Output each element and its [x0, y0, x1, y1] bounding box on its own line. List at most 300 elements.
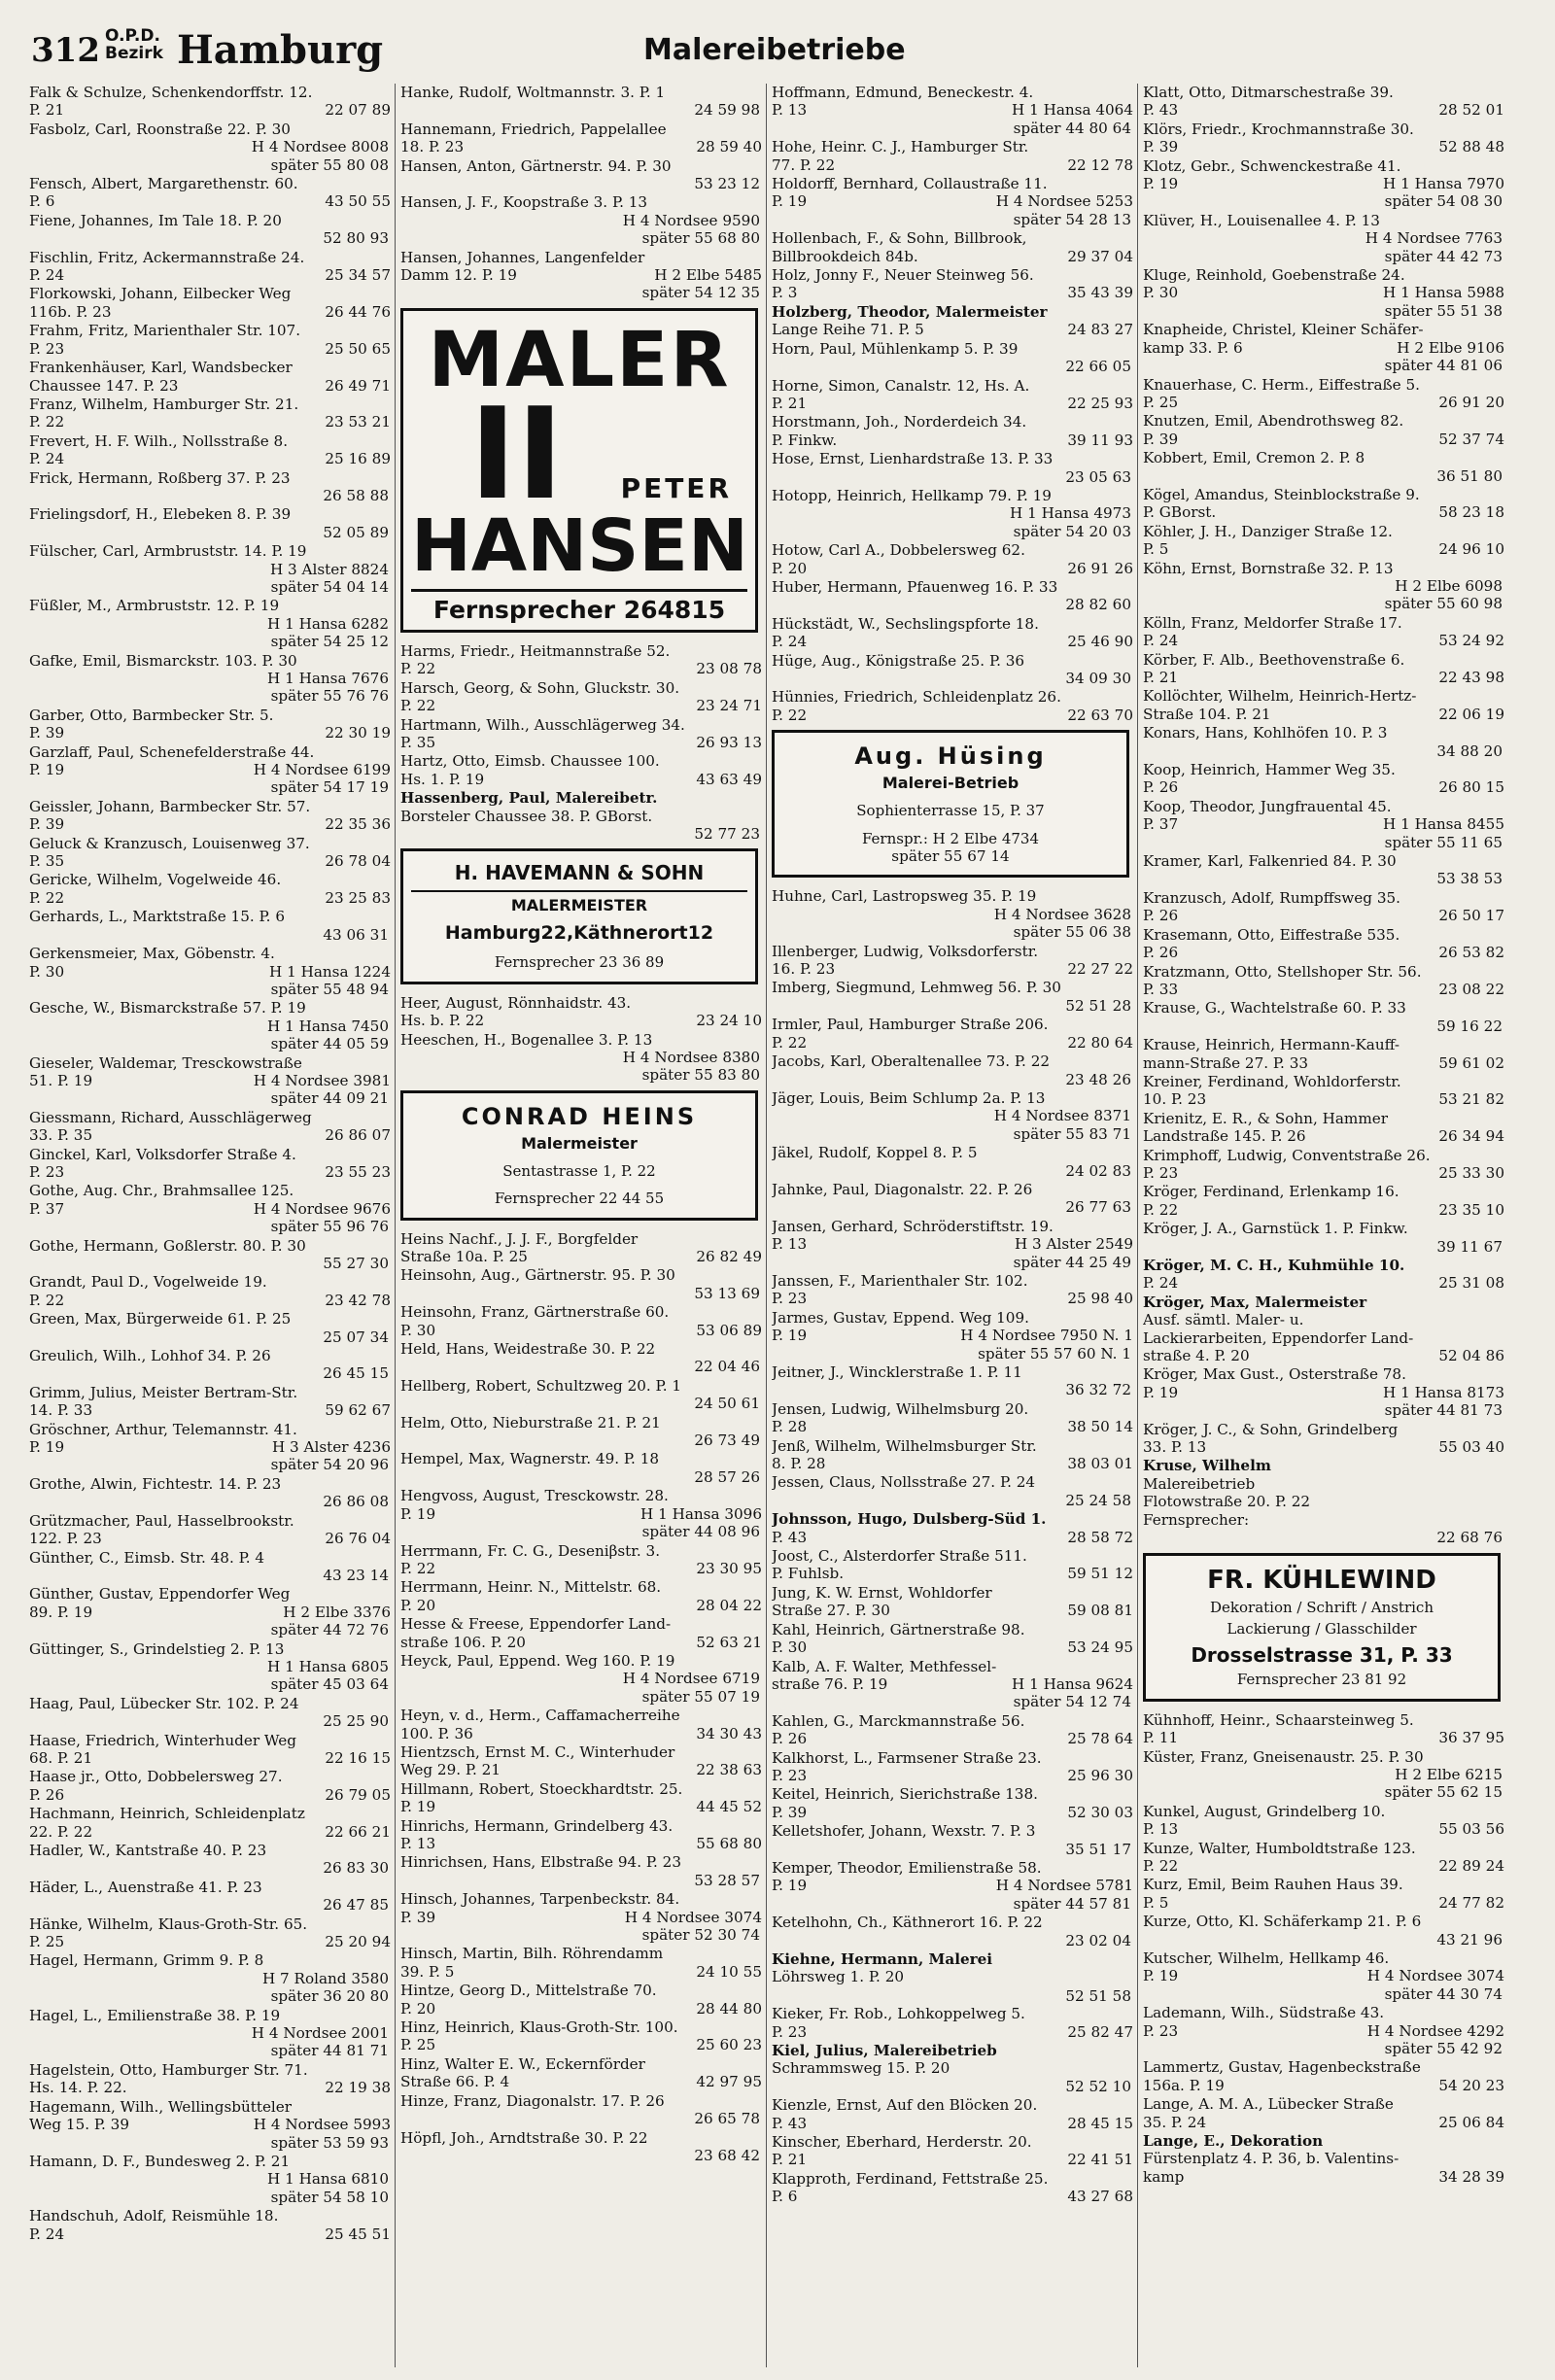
entry-text: P. 26 [772, 1730, 808, 1748]
entry-detail-line: H 7 Roland 3580 [261, 1969, 389, 1987]
directory-entry [29, 505, 391, 541]
entry-phone: 22 63 70 [1067, 706, 1133, 724]
entry-name-line: Haase jr., Otto, Dobbelersweg 27. [29, 1768, 283, 1786]
entry-name-line: Knauerhase, C. Herm., Eiffestraße 5. [1143, 375, 1420, 394]
entry-text: P. 19 [1143, 175, 1179, 193]
entry-line [1143, 944, 1504, 961]
page-header [31, 26, 1528, 73]
directory-entry [29, 1237, 391, 1273]
entry-detail-line: später 44 09 21 [270, 1089, 389, 1108]
entry-line [1143, 706, 1504, 723]
directory-entry [1143, 1748, 1504, 1802]
entry-phone: 38 03 01 [1067, 1455, 1133, 1473]
entry-text: P. Fuhlsb. [772, 1565, 845, 1583]
entry-detail-line: 52 52 10 [1065, 2077, 1131, 2095]
entry-phone: 25 46 90 [1067, 633, 1133, 651]
entry-name-line: Hohe, Heinr. C. J., Hamburger Str. [772, 138, 1029, 156]
entry-phone: 24 10 55 [696, 1962, 762, 1981]
entry-text: Landstraße 145. P. 26 [1143, 1127, 1306, 1146]
entry-line [1143, 394, 1504, 411]
entry-detail-line: 53 38 53 [1436, 870, 1503, 888]
entry-name-line: Hinrichs, Hermann, Grindelberg 43. [400, 1816, 674, 1835]
entry-phone: 26 53 82 [1438, 944, 1504, 962]
entry-name-line: Lammertz, Gustav, Hagenbeckstraße [1143, 2058, 1421, 2077]
directory-entry [1143, 1876, 1504, 1912]
directory-entry [29, 1421, 391, 1474]
entry-line [29, 1933, 391, 1950]
entry-line [1143, 907, 1504, 924]
entry-text: P. 5 [1143, 540, 1169, 559]
entry-name-line: Heinsohn, Franz, Gärtnerstraße 60. [400, 1303, 670, 1322]
entry-phone: 25 06 84 [1438, 2113, 1504, 2131]
entry-name-line: Hartmann, Wilh., Ausschlägerweg 34. [400, 715, 685, 734]
directory-entry [772, 229, 1133, 265]
entry-line [400, 1909, 762, 1926]
entry-text: P. 39 [1143, 138, 1179, 156]
entry-name-line: Hinsch, Martin, Bilh. Röhrendamm [400, 1945, 664, 1963]
entry-detail-line: später 55 96 76 [270, 1218, 389, 1236]
entry-detail-line: 25 25 90 [323, 1712, 389, 1731]
entry-text: Hs. 14. P. 22. [29, 2079, 127, 2097]
directory-entry [29, 1805, 391, 1841]
directory-entry [1143, 121, 1504, 156]
entry-detail-line: 53 28 57 [694, 1871, 760, 1889]
entry-phone: 23 08 78 [696, 660, 762, 678]
entry-detail-line: H 2 Elbe 6098 [1395, 576, 1503, 595]
entry-text: kamp [1143, 2167, 1185, 2186]
entry-line [1143, 175, 1504, 192]
entry-name-line: Hünnies, Friedrich, Schleidenplatz 26. [772, 688, 1061, 707]
entry-line [400, 266, 762, 284]
entry-phone: 23 25 83 [325, 888, 391, 907]
directory-entry [1143, 449, 1504, 485]
entry-name-line: Kahl, Heinrich, Gärtnerstraße 98. [772, 1620, 1025, 1638]
entry-name-line: Horstmann, Joh., Norderdeich 34. [772, 413, 1027, 431]
directory-entry [29, 1109, 391, 1145]
entry-name-line: Kienzle, Ernst, Auf den Blöcken 20. [772, 2096, 1038, 2115]
entry-detail-line: H 4 Nordsee 8008 [251, 138, 389, 156]
directory-entry [29, 249, 391, 285]
entry-detail-line: 23 68 42 [694, 2146, 760, 2164]
directory-entry [772, 1309, 1133, 1362]
entry-phone: 23 08 22 [1438, 980, 1504, 998]
entry-line [29, 101, 391, 119]
directory-entry [1143, 1293, 1504, 1365]
directory-entry [29, 1879, 391, 1914]
directory-entry [772, 1547, 1133, 1583]
entry-name-line: Frick, Hermann, Roßberg 37. P. 23 [29, 468, 291, 487]
entry-name-line: Ginckel, Karl, Volksdorfer Straße 4. [29, 1145, 296, 1163]
entry-text: P. 35 [29, 852, 65, 871]
directory-entry [400, 1652, 762, 1706]
entry-text: P. 21 [29, 101, 65, 120]
entry-text: P. 37 [1143, 815, 1179, 834]
directory-entry [400, 1340, 762, 1376]
entry-phone: 22 43 98 [1438, 669, 1504, 686]
entry-name-line: Horn, Paul, Mühlenkamp 5. P. 39 [772, 339, 1019, 358]
entry-phone: 24 96 10 [1438, 540, 1504, 559]
directory-entry [29, 945, 391, 998]
entry-name-line: Häder, L., Auenstraße 41. P. 23 [29, 1878, 262, 1896]
directory-entry [1143, 926, 1504, 962]
entry-line [400, 660, 762, 677]
entry-line [1143, 1164, 1504, 1182]
ad-subtitle: Malerei-Betrieb [881, 774, 1019, 793]
directory-entry [400, 1853, 762, 1889]
entry-text: P. 19 [400, 1798, 436, 1816]
entry-text: P. 37 [29, 1199, 65, 1218]
directory-entry [400, 642, 762, 678]
entry-name-line: Kölln, Franz, Meldorfer Straße 17. [1143, 613, 1402, 632]
entry-name-line: Jäkel, Rudolf, Koppel 8. P. 5 [772, 1144, 978, 1162]
entry-name-line: Harsch, Georg, & Sohn, Gluckstr. 30. [400, 678, 680, 697]
entry-name-line: Kröger, M. C. H., Kuhmühle 10. [1143, 1257, 1405, 1274]
entry-line [29, 1401, 391, 1419]
entry-phone: 52 37 74 [1438, 430, 1504, 448]
entry-detail-line: H 1 Hansa 6282 [267, 614, 389, 633]
entry-line [1143, 1201, 1504, 1219]
entry-name-line: Frevert, H. F. Wilh., Nollsstraße 8. [29, 431, 289, 450]
entry-phone: 52 04 86 [1438, 1347, 1504, 1365]
entry-phone: H 2 Elbe 3376 [283, 1603, 391, 1621]
entry-name-line: Gerhards, L., Marktstraße 15. P. 6 [29, 908, 285, 926]
entry-text: Billbrookdeich 84b. [772, 247, 918, 265]
entry-name-line: Huber, Hermann, Pfauenweg 16. P. 33 [772, 577, 1058, 596]
directory-entry [772, 377, 1133, 413]
entry-detail-line: später 54 58 10 [270, 2188, 389, 2206]
entry-name-line: Heins Nachf., J. J. F., Borgfelder [400, 1229, 639, 1248]
entry-phone: 26 49 71 [325, 376, 391, 395]
entry-name-line: Fasbolz, Carl, Roonstraße 22. P. 30 [29, 120, 291, 138]
entry-phone: 43 27 68 [1067, 2188, 1133, 2206]
entry-name-line: 52 51 58 [1065, 1986, 1131, 2005]
entry-detail-line: H 1 Hansa 4973 [1010, 504, 1131, 523]
entry-name-line: Janssen, F., Marienthaler Str. 102. [772, 1271, 1028, 1290]
directory-entry [29, 359, 391, 395]
entry-text: straße 106. P. 20 [400, 1633, 526, 1651]
directory-entry [1143, 2095, 1504, 2131]
entry-phone: H 1 Hansa 1224 [269, 962, 391, 981]
entry-name-line: Geluck & Kranzusch, Louisenweg 37. [29, 834, 310, 852]
directory-entry [1143, 798, 1504, 851]
entry-name-line: Holz, Jonny F., Neuer Steinweg 56. [772, 266, 1034, 285]
entry-name-line: Hengvoss, August, Tresckowstr. 28. [400, 1487, 669, 1505]
entry-name-line: Klatt, Otto, Ditmarschestraße 39. [1143, 84, 1394, 101]
entry-line [1143, 778, 1504, 796]
entry-phone: 59 62 67 [325, 1401, 391, 1420]
entry-line [400, 1761, 762, 1778]
entry-phone: H 3 Alster 2549 [1014, 1235, 1133, 1254]
entry-name-line: Grimm, Julius, Meister Bertram-Str. [29, 1383, 298, 1401]
ad-address: Drosselstrasse 31, P. 33 [1191, 1643, 1453, 1668]
entry-phone: 26 50 17 [1438, 907, 1504, 925]
entry-text: 10. P. 23 [1143, 1090, 1207, 1109]
entry-phone: 26 80 15 [1438, 778, 1504, 797]
directory-entry [772, 1272, 1133, 1308]
entry-detail-line: später 44 57 81 [1013, 1894, 1131, 1913]
entry-text: P. 26 [29, 1785, 65, 1804]
entry-detail-line: 52 80 93 [323, 229, 389, 248]
entry-text: P. 13 [772, 1235, 808, 1254]
directory-entry [1143, 84, 1504, 120]
entry-name-line: Grützmacher, Paul, Hasselbrookstr. [29, 1511, 294, 1530]
directory-entry [1143, 1036, 1504, 1072]
entry-text: P. 30 [1143, 284, 1179, 302]
entry-name-line: Fensch, Albert, Margarethenstr. 60. [29, 175, 298, 193]
ad-logo-bars: II [469, 379, 564, 528]
entry-detail-line: Fürstenplatz 4. P. 36, b. Valentins- [1143, 2150, 1400, 2168]
directory-entry [1143, 1183, 1504, 1219]
entry-phone: 52 63 21 [696, 1633, 762, 1651]
entry-detail-line: später 55 51 38 [1384, 301, 1503, 320]
entry-name-line: Güttinger, S., Grindelstieg 2. P. 13 [29, 1639, 285, 1658]
entry-name-line: Kühnhoff, Heinr., Schaarsteinweg 5. [1143, 1710, 1414, 1729]
entry-name-line: Hoffmann, Edmund, Beneckestr. 4. [772, 84, 1034, 101]
entry-line [400, 697, 762, 714]
entry-name-line: Heer, August, Rönnhaidstr. 43. [400, 993, 632, 1012]
entry-phone: 22 12 78 [1067, 155, 1133, 174]
entry-line [772, 1290, 1133, 1307]
entry-detail-line: 22 04 46 [694, 1358, 760, 1376]
directory-entry [400, 2129, 762, 2165]
entry-name-line: Hinz, Heinrich, Klaus-Groth-Str. 100. [400, 2018, 678, 2037]
entry-name-line: Kratzmann, Otto, Stellshoper Str. 56. [1143, 962, 1422, 981]
directory-entry [400, 1414, 762, 1450]
entry-phone: 39 11 93 [1067, 431, 1133, 449]
entry-line [772, 1455, 1133, 1472]
directory-entry [772, 1400, 1133, 1436]
entry-phone: H 1 Hansa 8173 [1383, 1383, 1504, 1401]
entry-text: P. 13 [400, 1835, 436, 1852]
entry-line [29, 413, 391, 431]
directory-entry [772, 340, 1133, 376]
directory-entry [1143, 1457, 1504, 1546]
entry-text: P. 21 [772, 394, 808, 412]
directory-entry [772, 1584, 1133, 1620]
entry-phone: 23 30 95 [696, 1559, 762, 1577]
ad-services-1: Dekoration / Schrift / Anstrich [1210, 1598, 1434, 1616]
entry-phone: 22 07 89 [325, 101, 391, 120]
entry-phone: 25 98 40 [1067, 1290, 1133, 1308]
entry-phone: H 4 Nordsee 3074 [624, 1908, 762, 1926]
entry-text: 22. P. 22 [29, 1822, 93, 1841]
entry-detail-line: später 44 25 49 [1013, 1253, 1131, 1271]
entry-name-line: Fülscher, Carl, Armbruststr. 14. P. 19 [29, 542, 307, 561]
entry-name-line: Jarmes, Gustav, Eppend. Weg 109. [772, 1308, 1029, 1327]
directory-entry [29, 652, 391, 706]
entry-text: Straße 10a. P. 25 [400, 1248, 528, 1265]
entry-phone: 59 51 12 [1067, 1565, 1133, 1583]
directory-entry [29, 743, 391, 797]
entry-name-line: Kutscher, Wilhelm, Hellkamp 46. [1143, 1949, 1390, 1967]
entry-detail-line: 52 51 28 [1065, 996, 1131, 1015]
entry-detail-line: 34 88 20 [1436, 742, 1503, 760]
entry-phone: 26 91 20 [1438, 393, 1504, 411]
entry-phone: 22 19 38 [325, 2079, 391, 2097]
advertisement-box [772, 730, 1129, 878]
entry-detail-line: später 44 81 71 [270, 2042, 389, 2060]
directory-entry [772, 1473, 1133, 1509]
entry-name-line: Kunze, Walter, Humboldtstraße 123. [1143, 1839, 1416, 1857]
directory-entry [29, 2007, 391, 2060]
entry-name-line: Hellberg, Robert, Schultzweg 20. P. 1 [400, 1376, 682, 1395]
entry-name-line: Kiehne, Hermann, Malerei [772, 1950, 993, 1968]
entry-name-line: Hartz, Otto, Eimsb. Chaussee 100. [400, 752, 660, 771]
entry-name-line: Kröger, Max Gust., Osterstraße 78. [1143, 1365, 1406, 1384]
directory-entry [772, 1621, 1133, 1657]
entry-text: P. 43 [772, 1528, 808, 1546]
entry-text: 39. P. 5 [400, 1962, 455, 1981]
entry-line [772, 192, 1133, 210]
entry-text: P. 24 [29, 2225, 65, 2243]
entry-name-line: Herrmann, Fr. C. G., Deseniβstr. 3. [400, 1541, 661, 1560]
entry-line [772, 1418, 1133, 1435]
entry-name-line: Kröger, J. A., Garnstück 1. P. Finkw. [1143, 1220, 1408, 1238]
ad-subtitle: Malermeister [521, 1133, 638, 1153]
directory-entry [1143, 614, 1504, 650]
entry-phone: H 4 Nordsee 3981 [253, 1071, 391, 1089]
entry-name-line: Fischlin, Fritz, Ackermannstraße 24. [29, 248, 305, 266]
directory-entry [400, 716, 762, 752]
ad-word-peter: PETER [620, 471, 732, 504]
entry-name-line: Holzberg, Theodor, Malermeister [772, 302, 1048, 321]
directory-entry [772, 1016, 1133, 1052]
entry-detail-line: 36 32 72 [1065, 1381, 1131, 1399]
entry-text: P. 24 [29, 450, 65, 468]
entry-line [772, 1529, 1133, 1546]
entry-name-line: Kobbert, Emil, Cremon 2. P. 8 [1143, 449, 1365, 467]
entry-name-line: Kluge, Reinhold, Goebenstraße 24. [1143, 266, 1405, 285]
entry-phone: 26 79 05 [325, 1785, 391, 1804]
entry-phone: 23 24 10 [696, 1012, 762, 1030]
directory-entry [29, 999, 391, 1052]
entry-text: P. 21 [1143, 669, 1179, 686]
page-number: 312 [31, 31, 100, 70]
entry-phone: H 4 Nordsee 7950 N. 1 [960, 1327, 1133, 1345]
entry-detail-line: 43 23 14 [323, 1566, 389, 1584]
entry-text: P. 28 [772, 1418, 808, 1436]
entry-phone: 25 78 64 [1067, 1730, 1133, 1748]
directory-entry [1143, 1073, 1504, 1109]
entry-phone: 25 60 23 [696, 2036, 762, 2054]
entry-text: P. Finkw. [772, 431, 838, 449]
entry-phone: 25 16 89 [325, 450, 391, 468]
ad-address: Sophienterrasse 15, P. 37 [856, 802, 1045, 820]
directory-entry [1143, 1840, 1504, 1876]
entry-text: P. 35 [400, 733, 436, 751]
entry-line [29, 1749, 391, 1767]
entry-detail-line: H 2 Elbe 6215 [1395, 1765, 1503, 1783]
entry-name-line: Gothe, Hermann, Goßlerstr. 80. P. 30 [29, 1236, 306, 1255]
entry-line [29, 852, 391, 870]
entry-name-line: Hesse & Freese, Eppendorfer Land- [400, 1615, 672, 1634]
directory-entry [400, 1377, 762, 1413]
entry-text: P. 21 [772, 2151, 808, 2169]
entry-text: P. 25 [1143, 393, 1179, 411]
ad-address: Hamburg22,Käthnerort12 [444, 922, 714, 945]
entry-name-line: Füßler, M., Armbruststr. 12. P. 19 [29, 597, 280, 615]
entry-phone: 25 31 08 [1438, 1274, 1504, 1293]
entry-line [400, 2000, 762, 2018]
entry-name-line: Hassenberg, Paul, Malereibetr. [400, 789, 658, 808]
entry-name-line: Helm, Otto, Nieburstraße 21. P. 21 [400, 1413, 661, 1431]
entry-text: Straße 66. P. 4 [400, 2073, 510, 2091]
entry-name-line: Geissler, Johann, Barmbecker Str. 57. [29, 797, 311, 815]
entry-phone: H 4 Nordsee 6199 [253, 761, 391, 779]
entry-text: 18. P. 23 [400, 138, 465, 156]
entry-detail-line: Kieker, Fr. Rob., Lohkoppelweg 5. [772, 2005, 1025, 2023]
entry-detail-line: H 4 Nordsee 6719 [622, 1670, 760, 1688]
entry-phone: 26 44 76 [325, 302, 391, 321]
entry-name-line: Huhne, Carl, Lastropsweg 35. P. 19 [772, 887, 1037, 906]
entry-name-line: Hintze, Georg D., Mittelstraße 70. [400, 1982, 657, 2000]
directory-entry [1143, 1110, 1504, 1146]
entry-text: P. 22 [1143, 1200, 1179, 1219]
directory-entry [400, 1230, 762, 1266]
entry-phone: 22 66 21 [325, 1822, 391, 1841]
entry-phone: 23 55 23 [325, 1162, 391, 1181]
directory-entry [29, 1347, 391, 1383]
entry-detail-line: 22 68 76 [1436, 1529, 1503, 1547]
entry-phone: 52 30 03 [1067, 1803, 1133, 1821]
entry-detail-line: 36 51 80 [1436, 466, 1503, 485]
entry-name-line: Günther, Gustav, Eppendorfer Weg [29, 1585, 291, 1604]
entry-line [1143, 669, 1504, 686]
entry-line [400, 1322, 762, 1339]
directory-entry [772, 266, 1133, 302]
entry-line [772, 2115, 1133, 2132]
column-2 [400, 84, 762, 2367]
entry-phone: 28 04 22 [696, 1596, 762, 1614]
entry-line [400, 1248, 762, 1265]
entry-line [1143, 1967, 1504, 1984]
entry-name-line: Giessmann, Richard, Ausschlägerweg [29, 1108, 312, 1126]
advertisement-maler-hansen [400, 308, 758, 633]
entry-line [29, 1530, 391, 1547]
entry-name-line: Klotz, Gebr., Schwenckestraße 41. [1143, 156, 1401, 175]
entry-name-line: Hinze, Franz, Diagonalstr. 17. P. 26 [400, 2091, 665, 2110]
entry-name-line: Köhler, J. H., Danziger Straße 12. [1143, 522, 1393, 540]
entry-detail-line: später 44 08 96 [641, 1523, 760, 1541]
ad-phone-later: später 55 67 14 [891, 847, 1010, 866]
entry-phone: 28 59 40 [696, 138, 762, 156]
entry-detail-line: später 52 30 74 [641, 1926, 760, 1945]
entry-detail-line: H 4 Nordsee 9590 [622, 211, 760, 229]
ad-services-2: Lackierung / Glasschilder [1227, 1619, 1417, 1638]
entry-name-line: Günther, C., Eimsb. Str. 48. P. 4 [29, 1548, 265, 1567]
entry-name-line: Frankenhäuser, Karl, Wandsbecker [29, 359, 293, 377]
column-3 [772, 84, 1133, 2367]
entry-phone: 25 82 47 [1067, 2022, 1133, 2041]
column-1 [29, 84, 391, 2367]
entry-name-line: Koop, Theodor, Jungfrauental 45. [1143, 797, 1392, 815]
entry-line [400, 1560, 762, 1577]
entry-name-line: Irmler, Paul, Hamburger Straße 206. [772, 1016, 1049, 1034]
entry-name-line: Hagelstein, Otto, Hamburger Str. 71. [29, 2060, 308, 2079]
city-name: Hamburg [177, 27, 384, 73]
entry-name-line: Florkowski, Johann, Eilbecker Weg [29, 285, 292, 303]
directory-entry [772, 1712, 1133, 1748]
entry-line [1143, 431, 1504, 448]
entry-detail-line: H 1 Hansa 7450 [267, 1017, 389, 1035]
ad-subtitle: MALERMEISTER [510, 896, 648, 915]
entry-text: 156a. P. 19 [1143, 2076, 1225, 2094]
entry-detail-line: Borsteler Chaussee 38. P. GBorst. [400, 807, 653, 825]
entry-line [772, 960, 1133, 978]
entry-name-line: Heeschen, H., Bogenallee 3. P. 13 [400, 1030, 653, 1049]
directory-entry [29, 835, 391, 871]
entry-phone: H 3 Alster 4236 [271, 1438, 391, 1457]
